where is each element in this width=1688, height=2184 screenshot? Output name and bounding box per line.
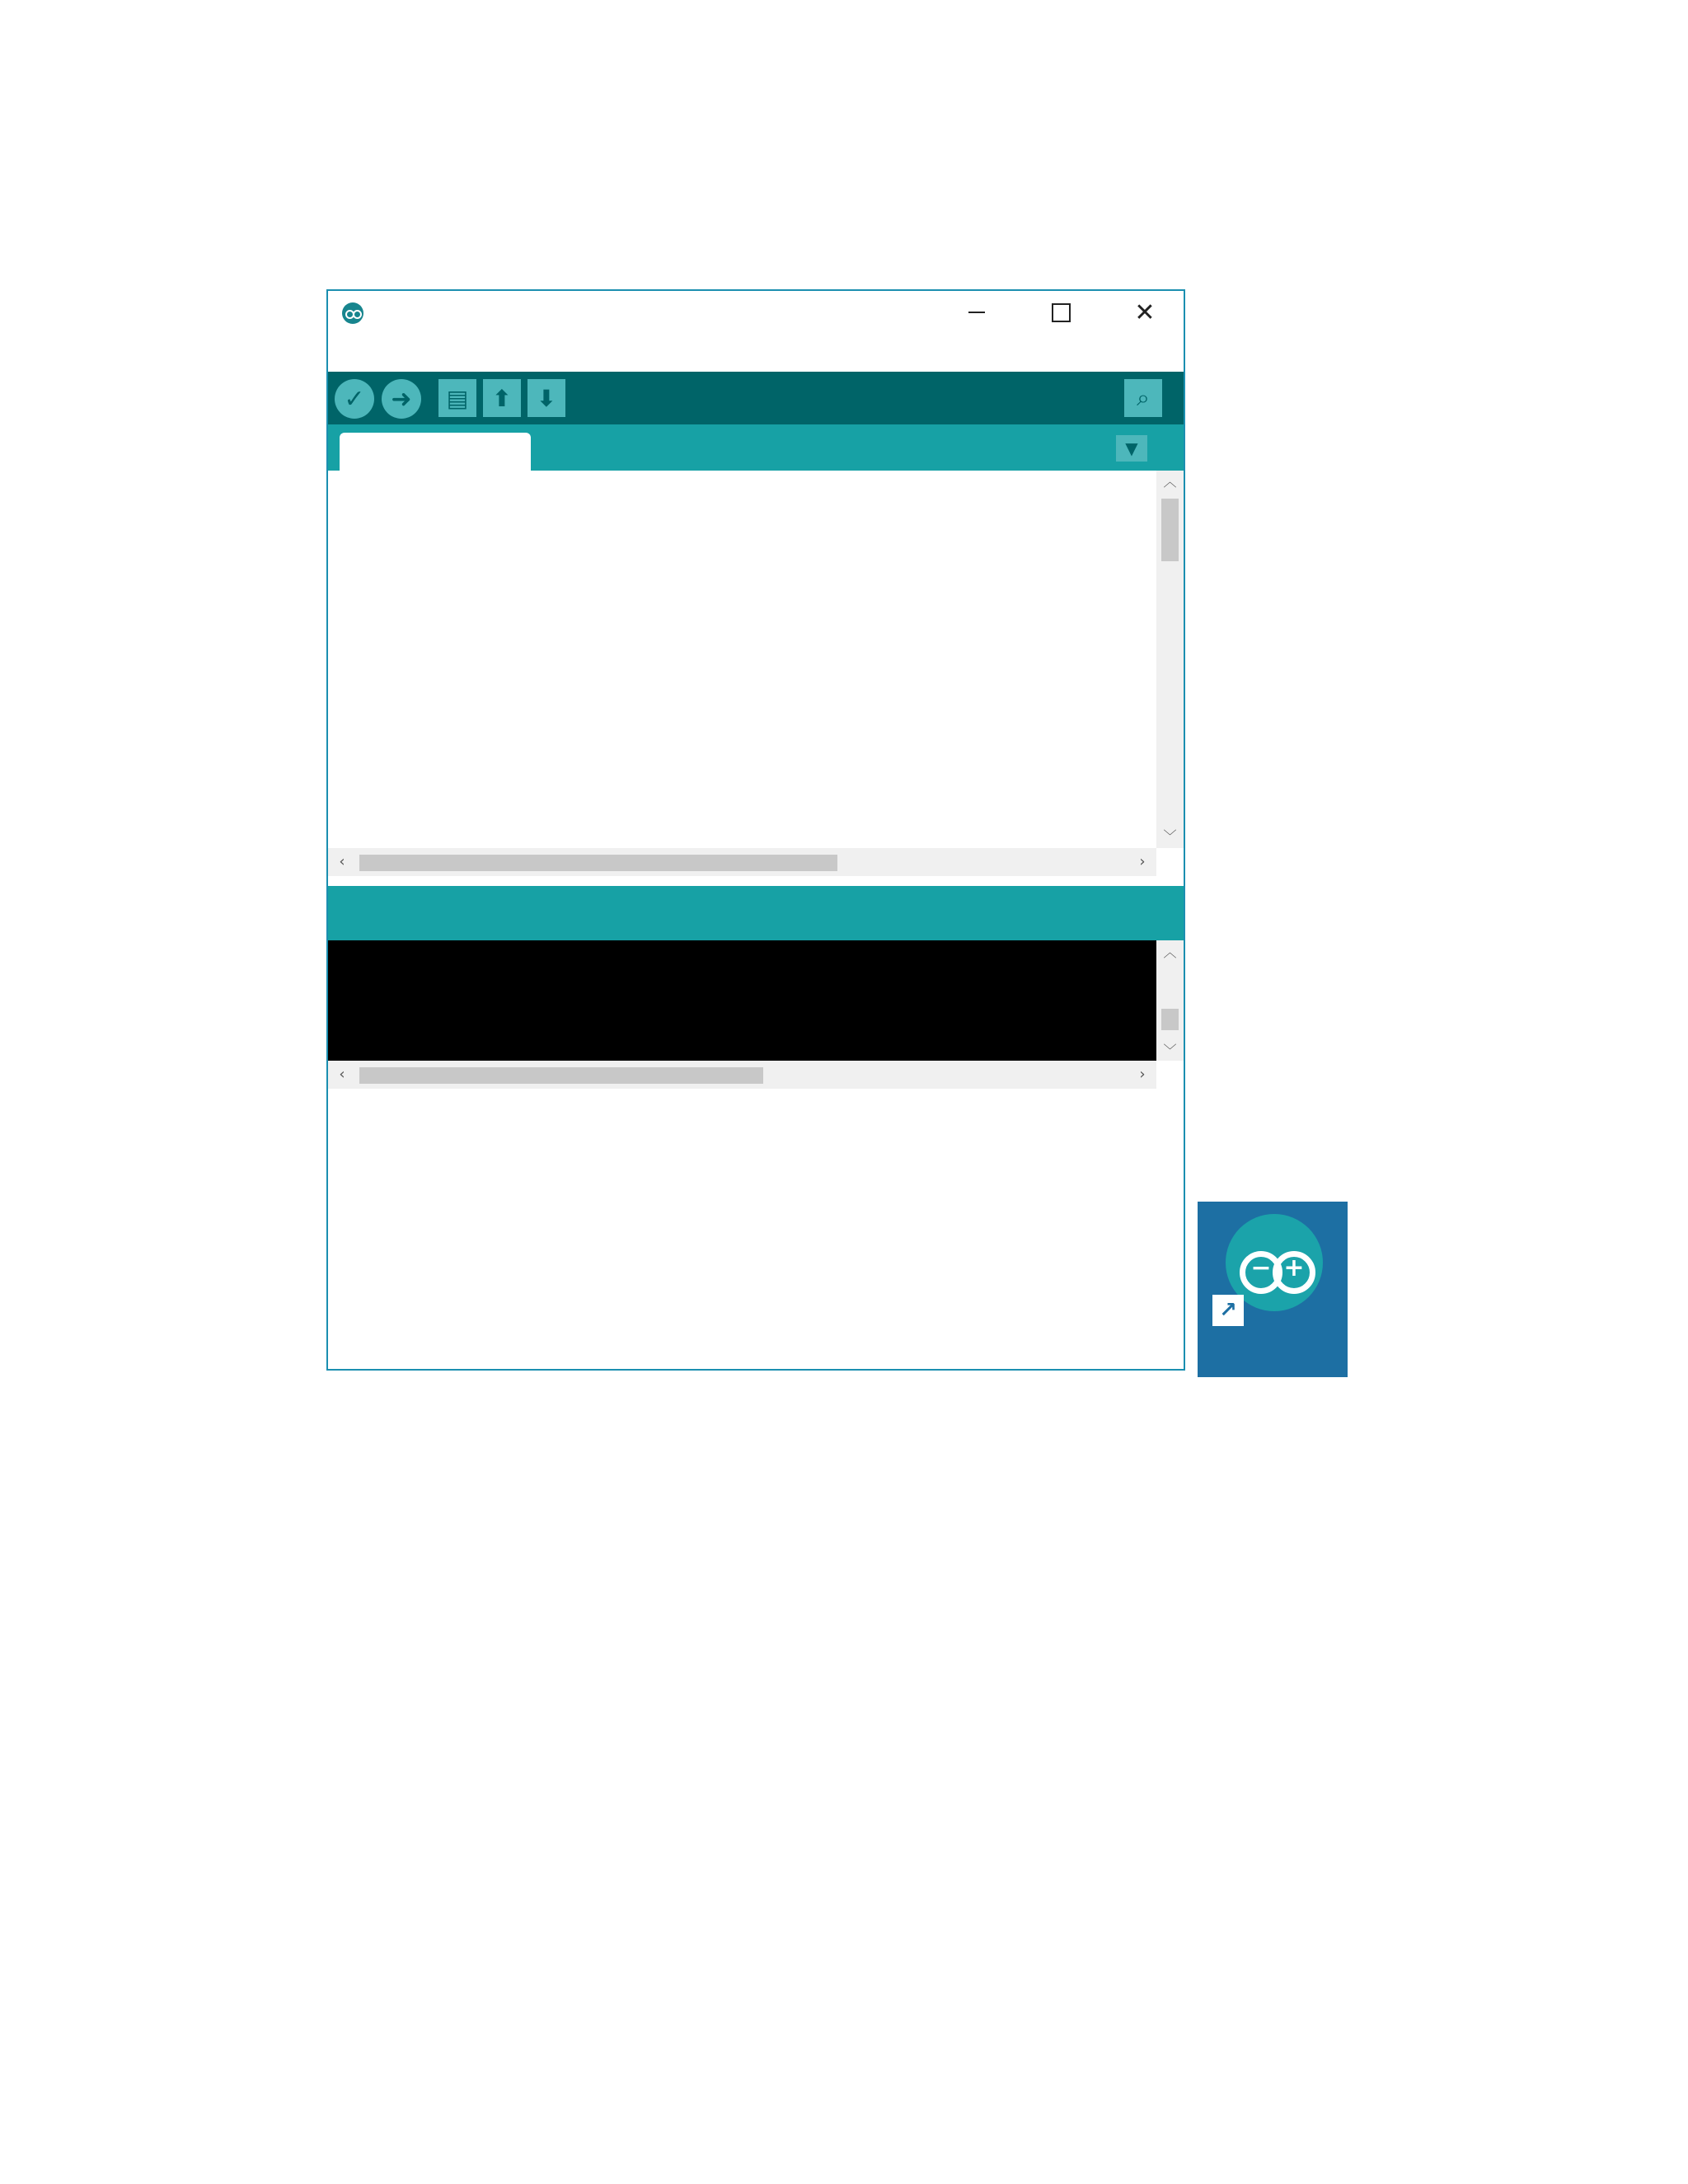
save-button[interactable] xyxy=(528,379,565,417)
open-button[interactable] xyxy=(483,379,521,417)
scrollbar-thumb[interactable] xyxy=(359,855,837,871)
scroll-right-icon[interactable]: › xyxy=(1139,1066,1146,1083)
minimize-button[interactable] xyxy=(935,291,1019,334)
scrollbar-thumb[interactable] xyxy=(1161,1009,1179,1030)
status-bar xyxy=(328,886,1184,940)
editor-horizontal-scrollbar[interactable] xyxy=(328,848,1156,876)
section-heading xyxy=(244,169,351,209)
scroll-down-icon[interactable]: ﹀ xyxy=(1163,828,1177,844)
scrollbar-thumb[interactable] xyxy=(1161,499,1179,561)
console-horizontal-scrollbar[interactable] xyxy=(328,1061,1156,1089)
minimize-icon xyxy=(968,312,985,313)
serial-monitor-button[interactable] xyxy=(1124,379,1162,417)
checkmark-icon: ✓ xyxy=(344,384,365,414)
plus-icon: + xyxy=(1283,1254,1305,1282)
console-output xyxy=(328,940,1156,1061)
scroll-up-icon[interactable]: ︿ xyxy=(1163,474,1177,490)
arrow-down-icon: ⬇ xyxy=(537,384,556,412)
magnifier-icon: ⌕ xyxy=(1137,384,1150,411)
tab-code-hoanthien[interactable] xyxy=(340,433,531,471)
arrow-right-icon: ➜ xyxy=(391,384,412,414)
maximize-button[interactable] xyxy=(1019,291,1103,334)
triangle-down-icon: ▼ xyxy=(1125,438,1138,458)
new-button[interactable] xyxy=(438,379,476,417)
arduino-ide-screenshot xyxy=(326,289,1185,1371)
toolbar xyxy=(328,372,1184,424)
tab-bar xyxy=(328,424,1184,471)
scroll-left-icon[interactable]: ‹ xyxy=(339,1066,345,1083)
code-editor[interactable] xyxy=(328,471,1156,848)
scrollbar-thumb[interactable] xyxy=(359,1067,763,1084)
minus-icon: − xyxy=(1250,1254,1272,1282)
scroll-left-icon[interactable]: ‹ xyxy=(339,853,345,870)
menu-tools[interactable] xyxy=(359,334,369,372)
verify-button[interactable] xyxy=(335,379,374,419)
arrow-up-icon: ⬆ xyxy=(492,384,512,412)
close-icon: ✕ xyxy=(1134,298,1156,327)
menu-help[interactable] xyxy=(369,334,379,372)
maximize-icon xyxy=(1052,303,1071,322)
arduino-desktop-shortcut[interactable] xyxy=(1198,1202,1348,1377)
menu-bar xyxy=(328,334,1184,372)
menu-file[interactable] xyxy=(328,334,340,372)
menu-edit[interactable] xyxy=(340,334,349,372)
upload-button[interactable] xyxy=(382,379,421,419)
shortcut-arrow-icon: ↗ xyxy=(1212,1295,1244,1326)
tab-menu-button[interactable] xyxy=(1116,435,1147,462)
menu-sketch[interactable] xyxy=(349,334,359,372)
new-file-icon: ▤ xyxy=(446,384,469,412)
scroll-down-icon[interactable]: ﹀ xyxy=(1163,1043,1177,1058)
scroll-up-icon[interactable]: ︿ xyxy=(1163,944,1177,960)
arduino-logo-icon xyxy=(342,302,363,324)
console-vertical-scrollbar[interactable] xyxy=(1156,940,1184,1061)
scroll-right-icon[interactable]: › xyxy=(1139,853,1146,870)
editor-vertical-scrollbar[interactable] xyxy=(1156,471,1184,848)
close-button[interactable] xyxy=(1103,291,1185,334)
title-bar xyxy=(328,291,1184,334)
